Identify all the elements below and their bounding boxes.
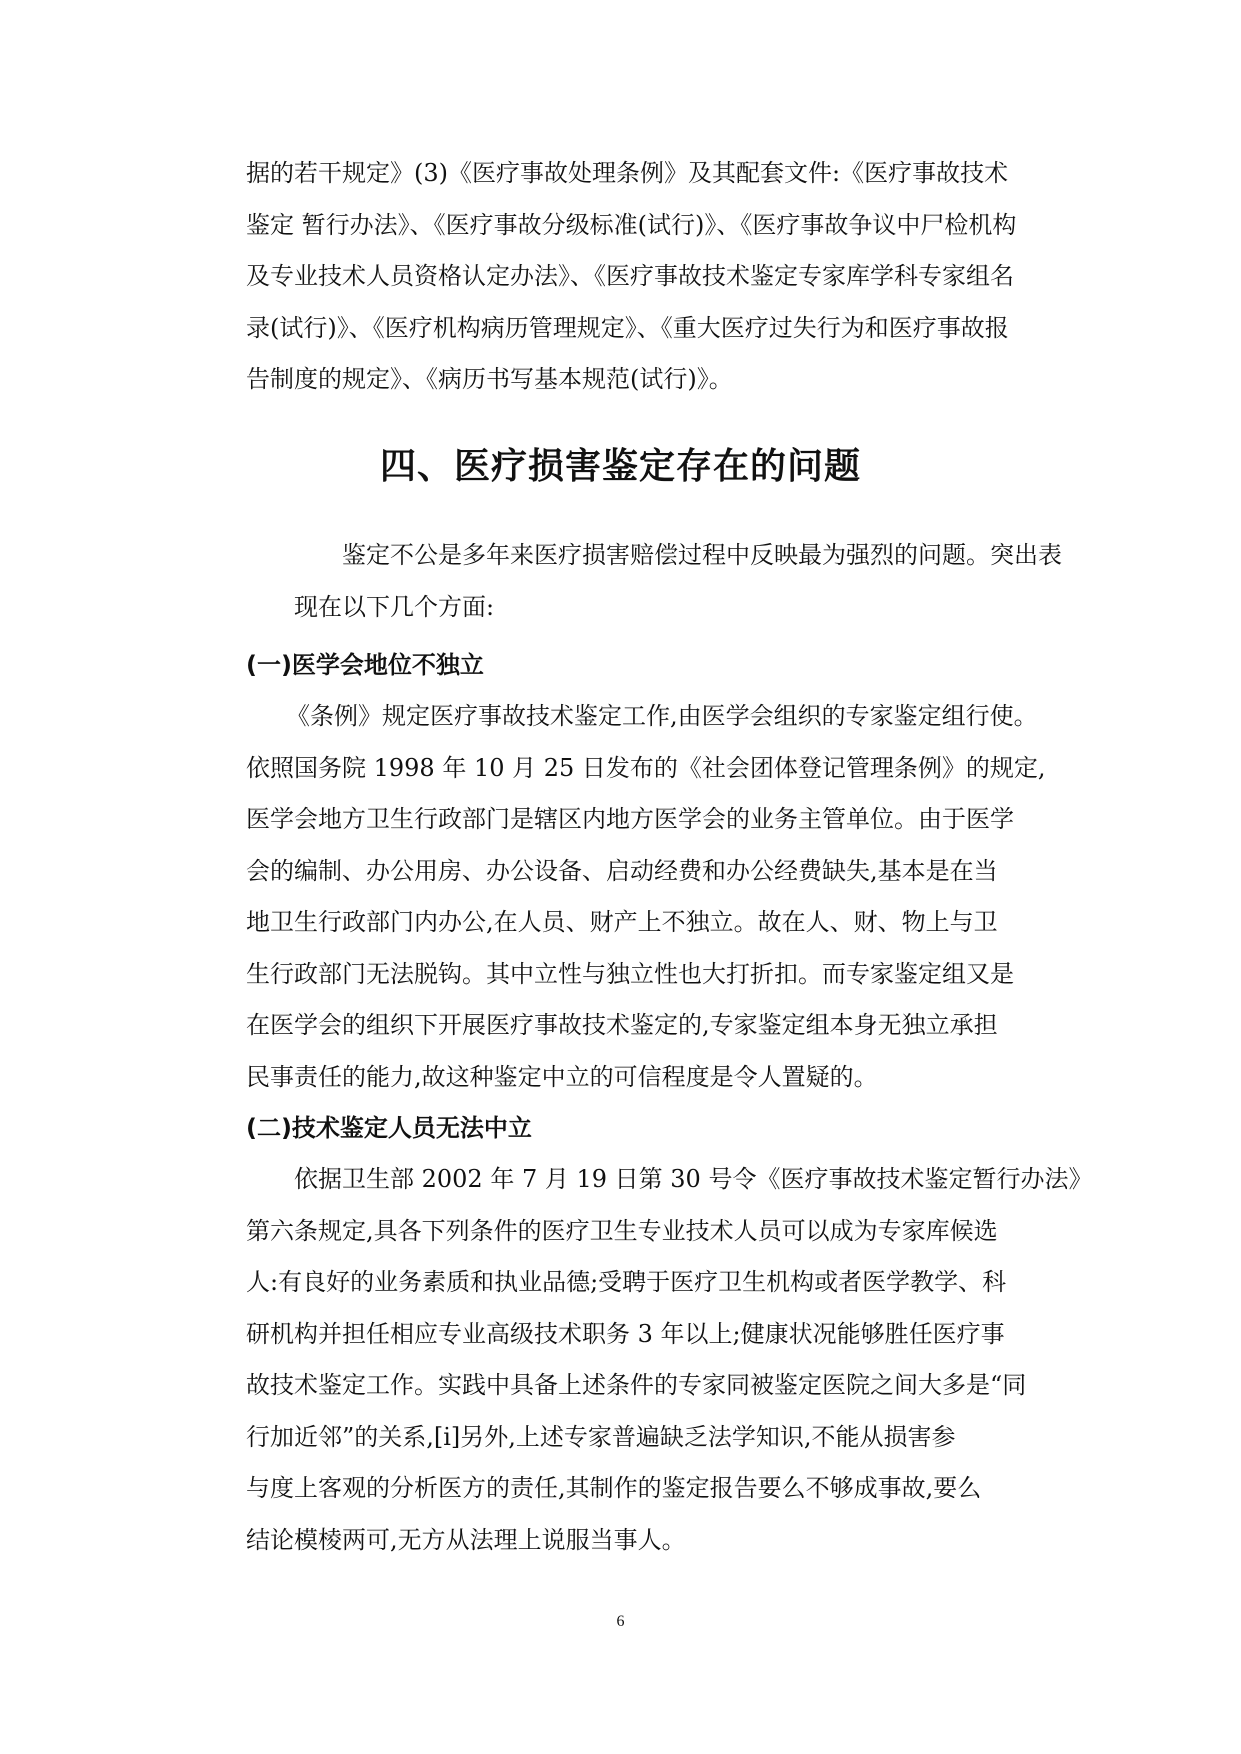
text-line: 人:有良好的业务素质和执业品德;受聘于医疗卫生机构或者医学教学、科 [246,1268,1007,1296]
text-line: 与度上客观的分析医方的责任,其制作的鉴定报告要么不够成事故,要么 [246,1474,982,1502]
subsection-2-title: (二)技术鉴定人员无法中立 [246,1114,532,1142]
text-line: 据的若干规定》(3)《医疗事故处理条例》及其配套文件:《医疗事故技术 [246,159,1009,187]
text-line: 及专业技术人员资格认定办法》、《医疗事故技术鉴定专家库学科专家组名 [246,262,1014,290]
continued-paragraph [246,148,1046,406]
text-line: 告制度的规定》、《病历书写基本规范(试行)》。 [246,365,733,393]
text-line: 生行政部门无法脱钩。其中立性与独立性也大打折扣。而专家鉴定组又是 [246,959,1014,988]
text-line: 医学会地方卫生行政部门是辖区内地方医学会的业务主管单位。由于医学 [246,805,1014,833]
text-line: 地卫生行政部门内办公,在人员、财产上不独立。故在人、财、物上与卫 [246,908,998,936]
page-number: 6 [616,1613,625,1630]
text-line: 结论模棱两可,无方从法理上说服当事人。 [246,1525,686,1554]
text-line: 鉴定不公是多年来医疗损害赔偿过程中反映最为强烈的问题。突出表 [342,541,1062,569]
text-line: 故技术鉴定工作。实践中具备上述条件的专家同被鉴定医院之间大多是“同 [246,1371,1027,1399]
text-line: 第六条规定,具各下列条件的医疗卫生专业技术人员可以成为专家库候选 [246,1216,998,1245]
text-line: 研机构并担任相应专业高级技术职务 3 年以上;健康状况能够胜任医疗事 [246,1319,1005,1348]
subsection-2-paragraph [246,1154,1093,1566]
text-line: 鉴定 暂行办法》、《医疗事故分级标准(试行)》、《医疗事故争议中尸检机构 [246,210,1017,239]
text-line: 行加近邻”的关系,[i]另外,上述专家普遍缺乏法学知识,不能从损害参 [246,1422,956,1451]
intro-paragraph [246,530,1062,633]
text-line: 《条例》规定医疗事故技术鉴定工作,由医学会组织的专家鉴定组行使。 [286,702,1038,730]
subsection-1-title: (一)医学会地位不独立 [246,651,484,679]
subsection-1-paragraph [246,691,1046,1103]
text-line: 依据卫生部 2002 年 7 月 19 日第 30 号令《医疗事故技术鉴定暂行办法》 [294,1165,1093,1193]
text-line: 依照国务院 1998 年 10 月 25 日发布的《社会团体登记管理条例》的规定, [246,753,1046,782]
section-heading: 四、医疗损害鉴定存在的问题 [379,446,861,487]
text-line: 会的编制、办公用房、办公设备、启动经费和办公经费缺失,基本是在当 [246,856,998,885]
text-line: 录(试行)》、《医疗机构病历管理规定》、《重大医疗过失行为和医疗事故报 [246,313,1009,342]
text-line: 在医学会的组织下开展医疗事故技术鉴定的,专家鉴定组本身无独立承担 [246,1011,998,1039]
text-line: 民事责任的能力,故这种鉴定中立的可信程度是令人置疑的。 [246,1062,878,1091]
text-line: 现在以下几个方面: [294,592,495,621]
